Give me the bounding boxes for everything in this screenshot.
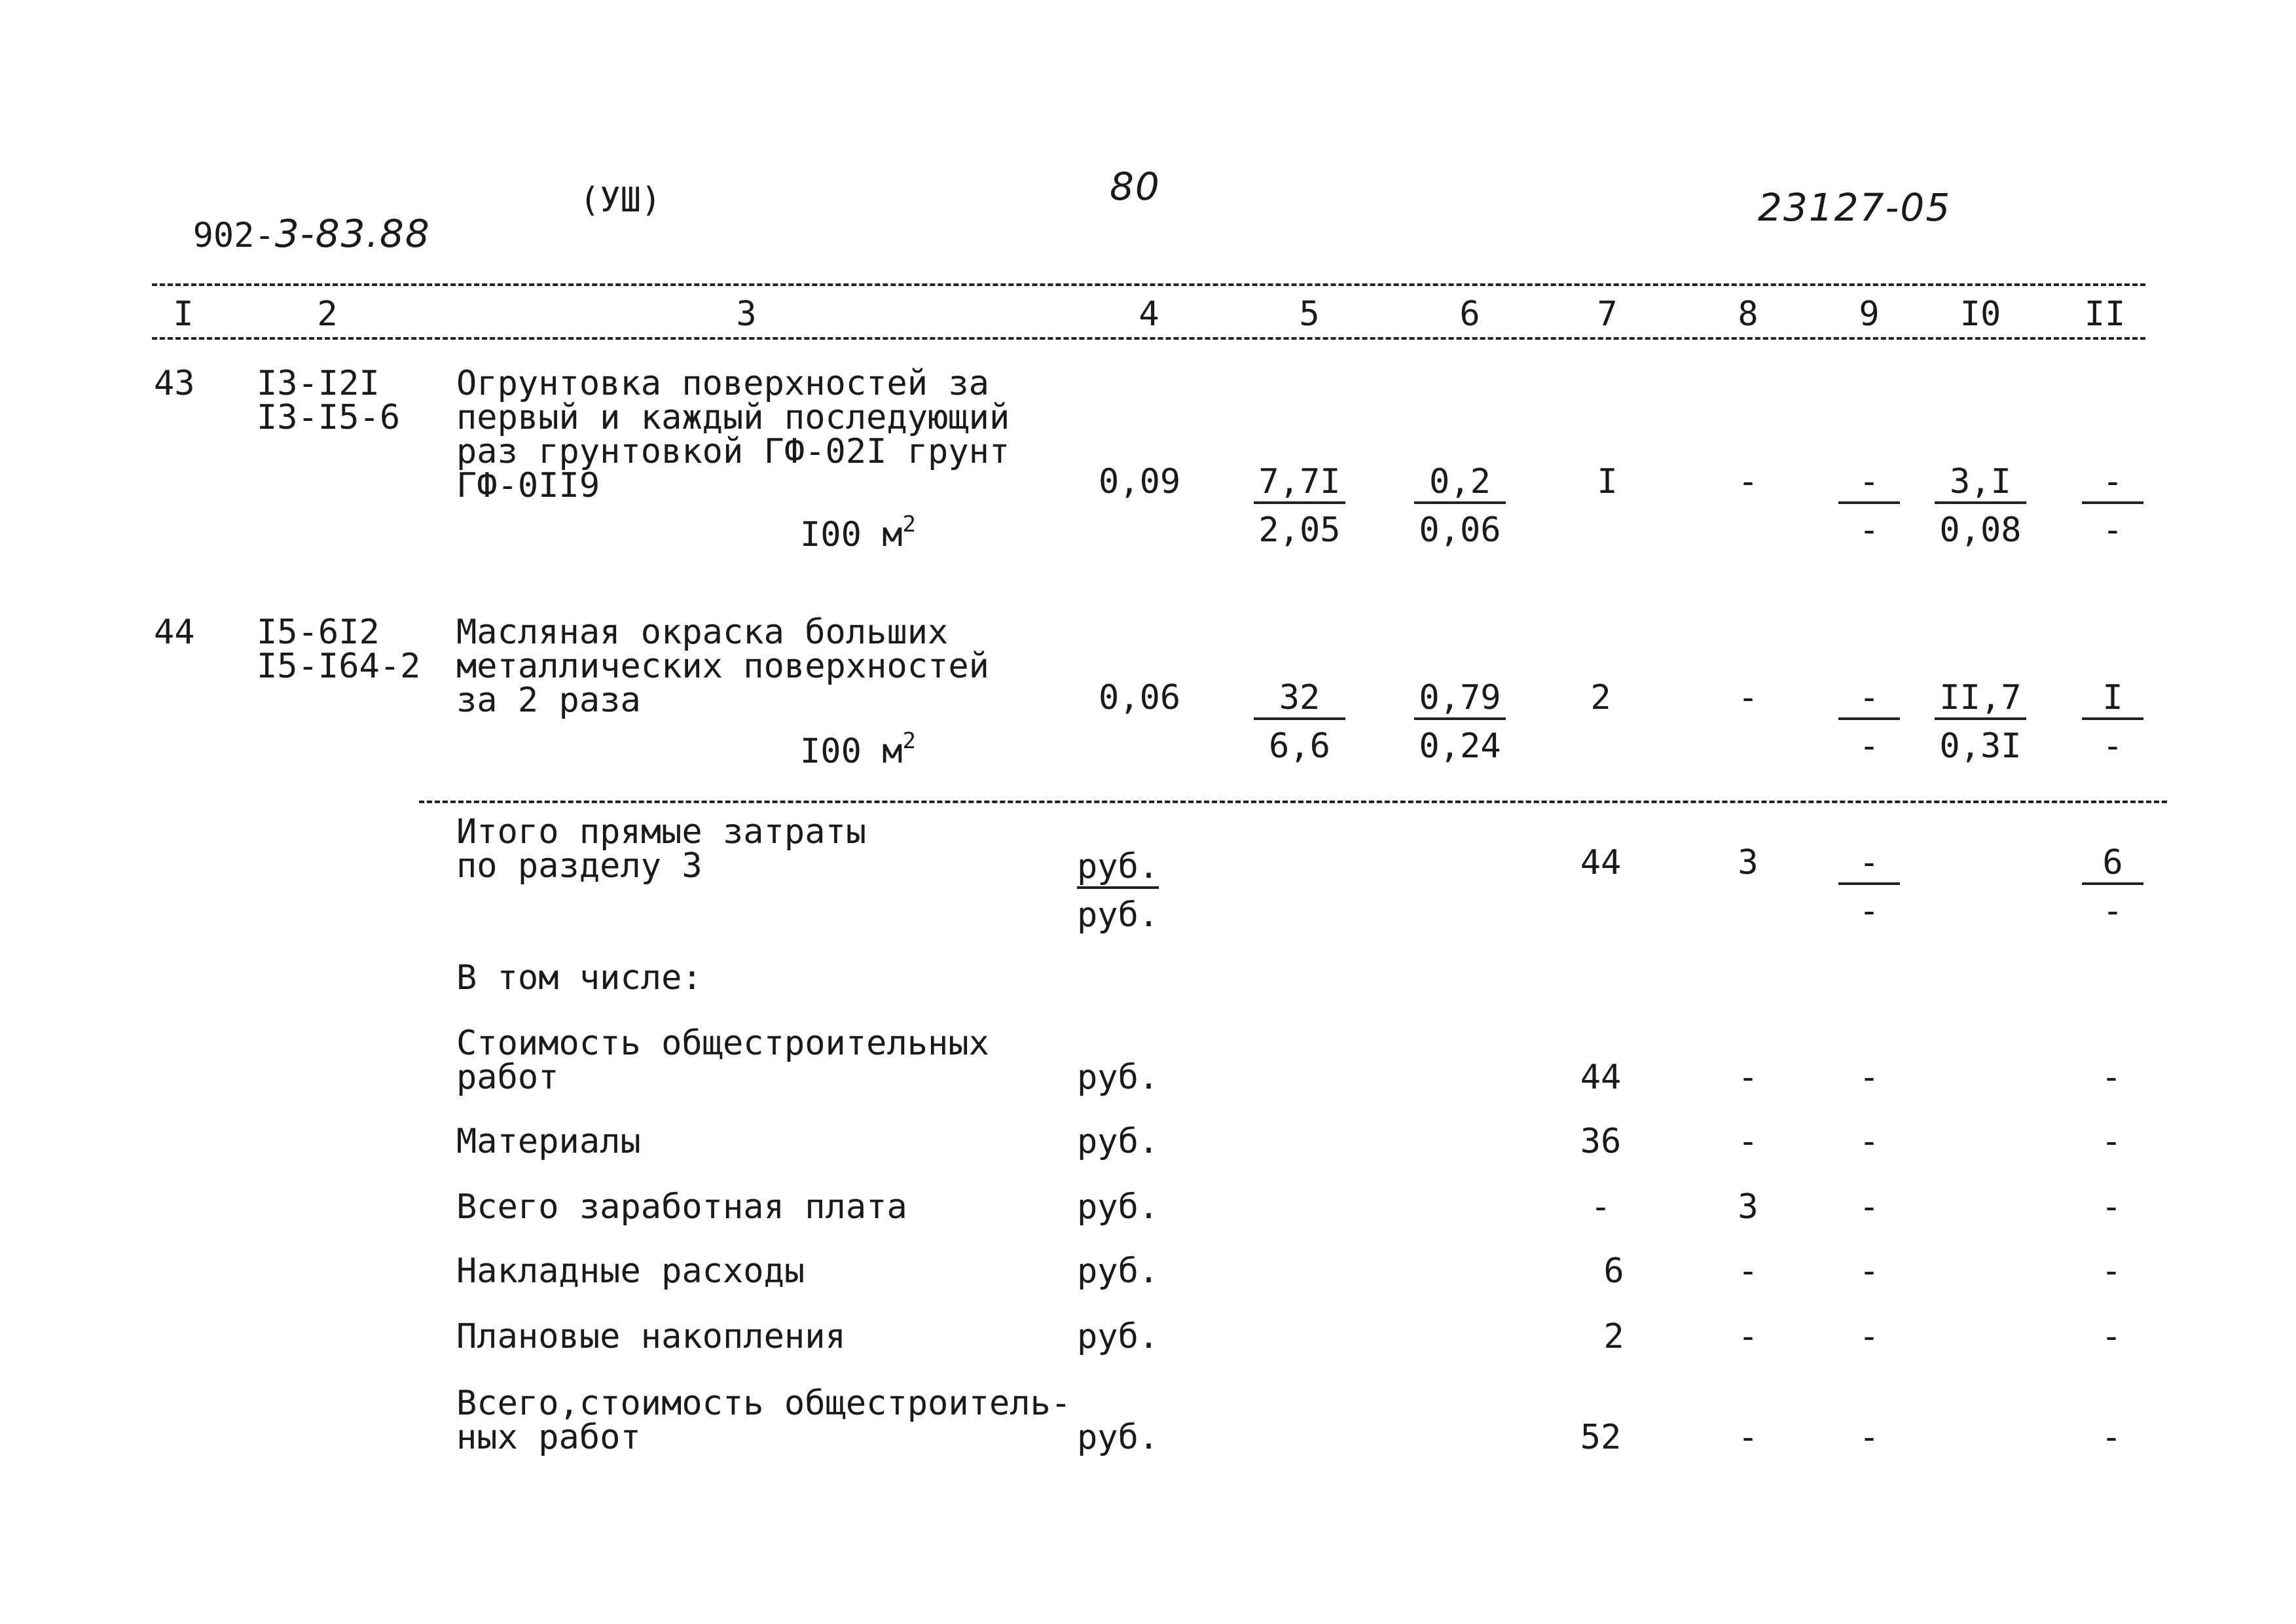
col-header-7: 7 — [1597, 295, 1618, 334]
series-label: (УШ) — [579, 181, 662, 220]
breakdown-label: Всего,стоимость общестроитель- ных работ — [456, 1384, 1072, 1457]
breakdown-unit: руб. — [1077, 1187, 1159, 1227]
cell-col6: $\frac{0,79}{0,24}$ — [1414, 681, 1506, 763]
row-codes: I5-6I2 I5-I64-2 — [257, 613, 421, 686]
breakdown-col8: - — [1738, 1122, 1758, 1161]
breakdown-col9: - — [1859, 1418, 1880, 1457]
cell-col11: - - — [2082, 465, 2143, 547]
breakdown-unit: руб. — [1077, 1122, 1159, 1161]
breakdown-col9: - — [1859, 1317, 1880, 1356]
cell-col10: $\frac{3,I}{0,08}$ — [1935, 465, 2026, 547]
breakdown-col7: 6 — [1603, 1252, 1624, 1291]
cell-col8: - — [1738, 678, 1758, 717]
breakdown-col7: 36 — [1580, 1122, 1622, 1161]
row-number: 43 — [154, 364, 195, 403]
col-header-9: 9 — [1859, 295, 1880, 334]
cell-col10: $\frac{II,7}{0,3I}$ — [1935, 681, 2026, 763]
breakdown-col8: - — [1738, 1252, 1758, 1291]
total-col11: 6 - — [2082, 846, 2143, 928]
row-codes: I3-I2I I3-I5-6 — [257, 364, 401, 437]
col-header-2: 2 — [317, 295, 338, 334]
cell-col9: - - — [1838, 465, 1900, 547]
cell-col11: I - — [2082, 681, 2143, 763]
breakdown-col7: 44 — [1580, 1058, 1622, 1097]
total-col9: - - — [1838, 846, 1900, 928]
cell-col4: 0,06 — [1099, 678, 1181, 717]
totals-divider — [419, 801, 2167, 803]
breakdown-label: Материалы — [456, 1122, 641, 1161]
breakdown-col9: - — [1859, 1252, 1880, 1291]
breakdown-col8: - — [1738, 1058, 1758, 1097]
cell-col5: $\frac{32}{6,6}$ — [1254, 681, 1345, 763]
cell-col7: 2 — [1590, 678, 1611, 717]
breakdown-col11: - — [2101, 1418, 2122, 1457]
breakdown-col7: 52 — [1580, 1418, 1622, 1457]
col-header-1: I — [173, 295, 194, 334]
cell-col8: - — [1738, 462, 1758, 501]
breakdown-unit: руб. — [1077, 1418, 1159, 1457]
total-unit: руб. руб. — [1077, 847, 1159, 935]
total-col7: 44 — [1580, 843, 1622, 882]
breakdown-label: Плановые накопления — [456, 1317, 846, 1356]
header-top-rule — [152, 283, 2145, 286]
row-number: 44 — [154, 613, 195, 652]
breakdown-col8: - — [1738, 1317, 1758, 1356]
breakdown-col11: - — [2101, 1317, 2122, 1356]
cell-col6: $\frac{0,2}{0,06}$ — [1414, 465, 1506, 547]
breakdown-col7: 2 — [1603, 1317, 1624, 1356]
including-label: В том числе: — [456, 958, 702, 998]
col-header-4: 4 — [1139, 295, 1159, 334]
breakdown-col11: - — [2101, 1058, 2122, 1097]
header-bottom-rule — [152, 337, 2145, 340]
breakdown-col11: - — [2101, 1252, 2122, 1291]
breakdown-col9: - — [1859, 1187, 1880, 1227]
archive-number: 23127-05 — [1758, 185, 1952, 230]
breakdown-col9: - — [1859, 1058, 1880, 1097]
cell-col4: 0,09 — [1099, 462, 1181, 501]
col-header-3: 3 — [736, 295, 757, 334]
breakdown-label: Стоимость общестроительных работ — [456, 1024, 989, 1097]
cell-col5: $\frac{7,7I}{2,05}$ — [1254, 465, 1345, 547]
breakdown-label: Накладные расходы — [456, 1252, 805, 1291]
total-label: Итого прямые затраты по разделу 3 — [456, 812, 867, 886]
row-description: Огрунтовка поверхностей за первый и каждый последующий раз грунтовкой ГФ-02I грунт ГФ-0II9 — [456, 364, 1010, 505]
breakdown-col11: - — [2101, 1122, 2122, 1161]
breakdown-col11: - — [2101, 1187, 2122, 1227]
breakdown-col8: 3 — [1738, 1187, 1758, 1227]
row-unit: I00 $м^2$ — [800, 728, 917, 771]
doc-code-printed: 902- — [192, 216, 275, 255]
breakdown-unit: руб. — [1077, 1058, 1159, 1097]
breakdown-col8: - — [1738, 1418, 1758, 1457]
breakdown-label: Всего заработная плата — [456, 1187, 907, 1227]
col-header-8: 8 — [1738, 295, 1758, 334]
col-header-6: 6 — [1459, 295, 1480, 334]
cell-col9: - - — [1838, 681, 1900, 763]
doc-code-handwritten: 3-83.88 — [274, 211, 431, 256]
cell-col7: I — [1597, 462, 1618, 501]
page-number: 80 — [1110, 164, 1161, 209]
col-header-10: I0 — [1959, 295, 2001, 334]
row-description: Масляная окраска больших металлических поверхностей за 2 раза — [456, 613, 989, 720]
col-header-5: 5 — [1299, 295, 1320, 334]
breakdown-unit: руб. — [1077, 1252, 1159, 1291]
breakdown-unit: руб. — [1077, 1317, 1159, 1356]
total-col8: 3 — [1738, 843, 1758, 882]
col-header-11: II — [2084, 295, 2126, 334]
row-unit: I00 $м^2$ — [800, 511, 917, 554]
breakdown-col7: - — [1590, 1187, 1611, 1227]
breakdown-col9: - — [1859, 1122, 1880, 1161]
doc-code — [152, 181, 431, 256]
